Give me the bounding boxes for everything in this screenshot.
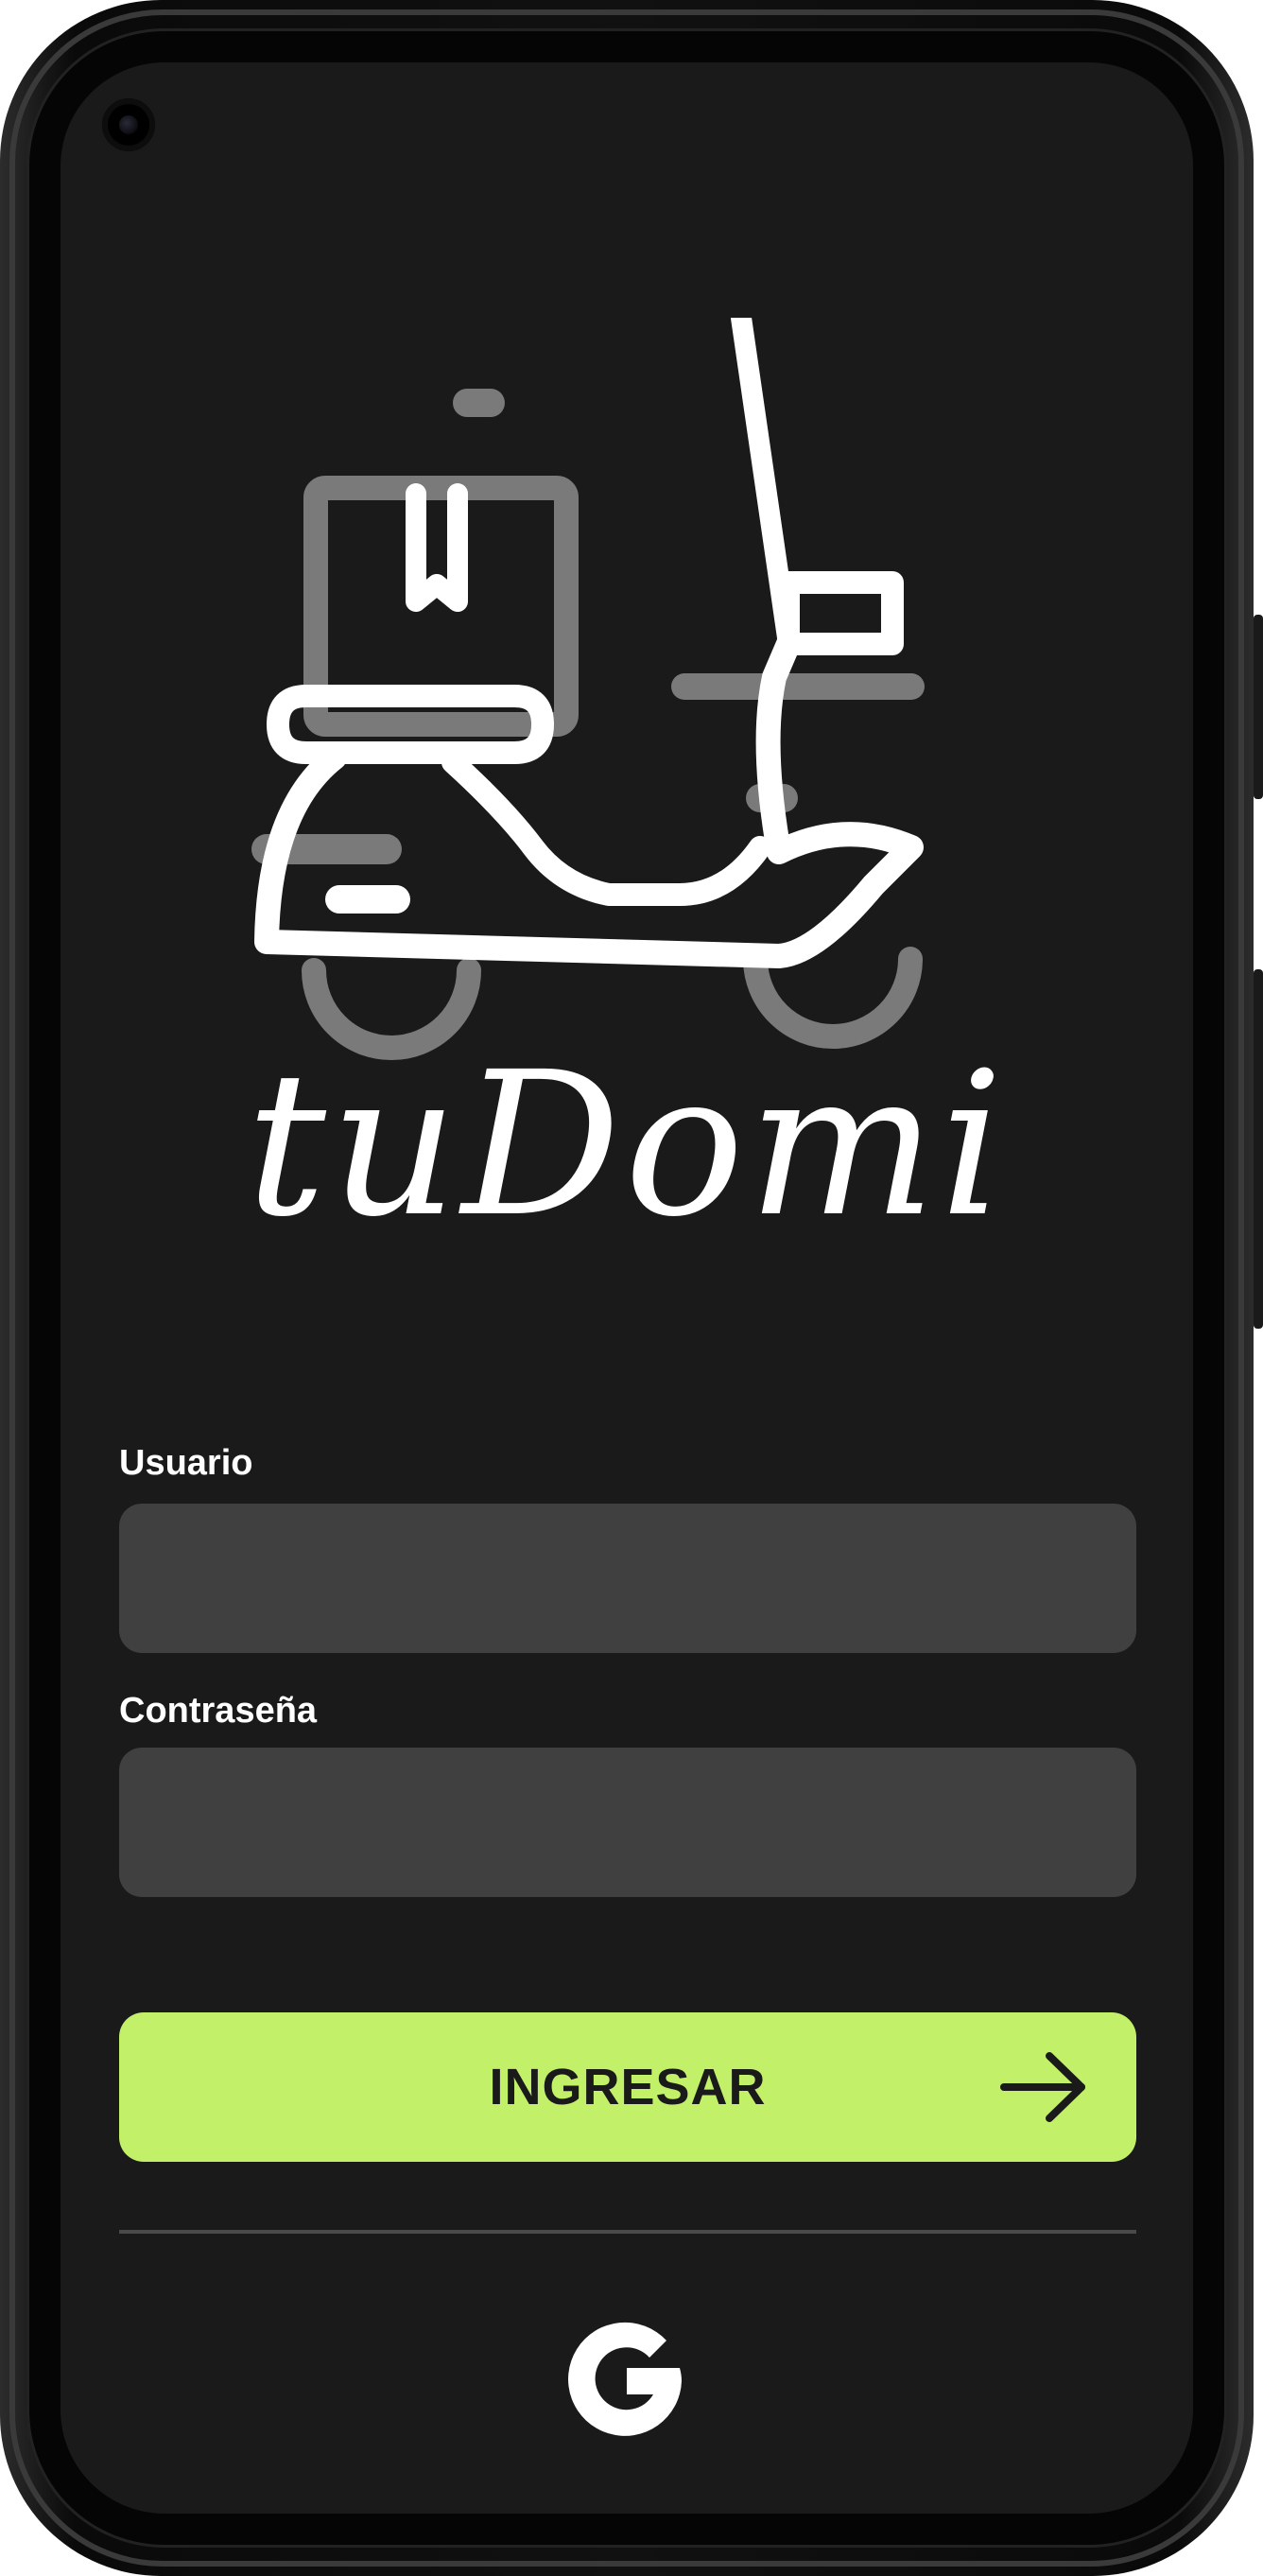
delivery-scooter-icon	[231, 318, 959, 1093]
volume-button	[1254, 969, 1263, 1329]
login-screen	[61, 62, 1193, 2514]
username-input[interactable]	[119, 1504, 1136, 1653]
password-input[interactable]	[119, 1748, 1136, 1897]
divider	[119, 2230, 1136, 2234]
login-button-label: INGRESAR	[489, 2059, 767, 2115]
front-camera	[102, 98, 155, 151]
brand-name: tuDomi	[246, 1029, 1008, 1261]
username-label: Usuario	[119, 1443, 253, 1483]
google-icon	[559, 2313, 695, 2449]
google-login-button[interactable]	[559, 2313, 695, 2449]
arrow-right-icon	[998, 2050, 1089, 2124]
password-label: Contraseña	[119, 1691, 318, 1731]
power-button	[1254, 615, 1263, 799]
login-button[interactable]	[119, 2012, 1136, 2162]
camera-lens	[119, 115, 138, 134]
